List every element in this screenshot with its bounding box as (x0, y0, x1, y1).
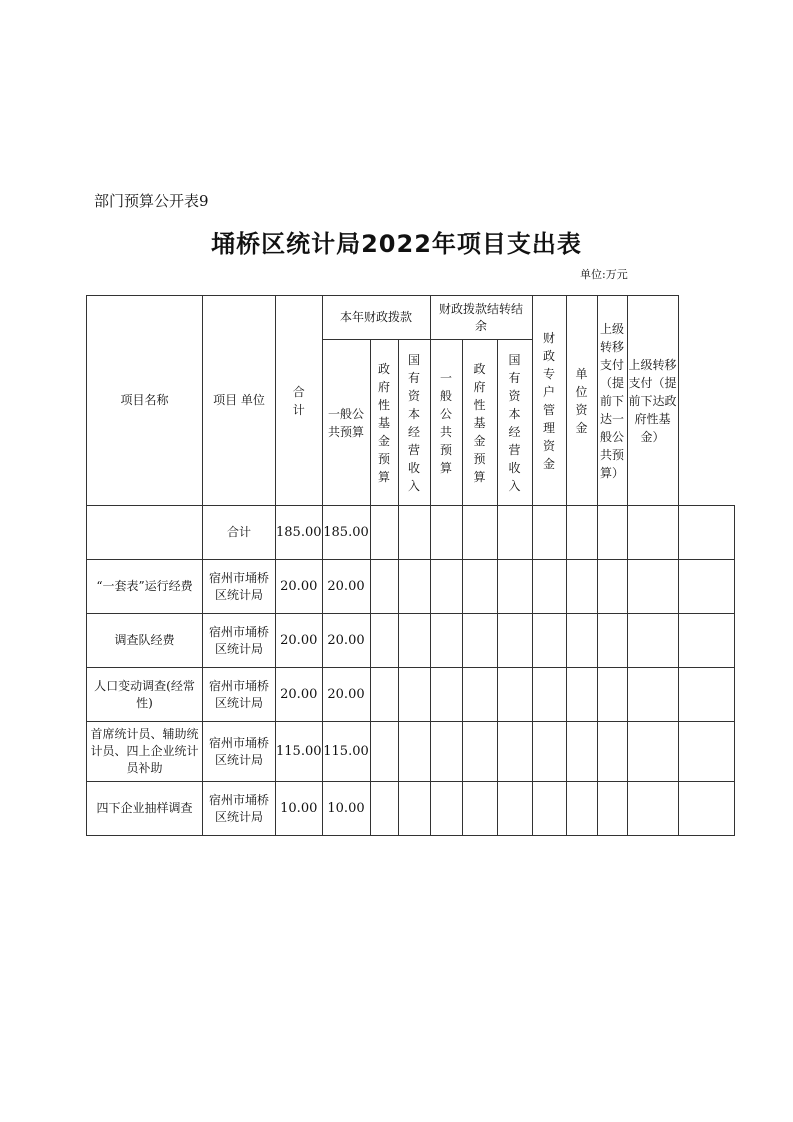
header-co-fund-budget: 政府性基金预算 (462, 340, 497, 506)
table-row (87, 722, 735, 782)
header-co-state-capital: 国有资本经营收入 (497, 340, 532, 506)
header-unit-funds: 单位资金 (566, 296, 597, 506)
header-cy-general-budget: 一般公共预算 (322, 340, 370, 506)
table-row (87, 614, 735, 668)
row-project-unit: 宿州市埇桥区统计局 (203, 668, 276, 722)
row-general: 20.00 (322, 614, 370, 668)
summary-total: 185.00 (276, 506, 323, 560)
row-general: 115.00 (322, 722, 370, 782)
unit-label: 单位:万元 (580, 268, 628, 281)
project-expenditure-table (86, 295, 735, 836)
row-project-unit: 宿州市埇桥区统计局 (203, 614, 276, 668)
table-caption: 部门预算公开表9 (94, 192, 209, 210)
header-cy-fund-budget: 政府性基金预算 (370, 340, 398, 506)
header-transfer-general: 上级转移支付（提前下达一般公共预算） (597, 296, 627, 506)
row-total: 10.00 (276, 782, 323, 836)
summary-row (87, 506, 735, 560)
header-cy-state-capital: 国有资本经营收入 (398, 340, 430, 506)
row-project-unit: 宿州市埇桥区统计局 (203, 560, 276, 614)
row-project-name: 首席统计员、辅助统计员、四上企业统计员补助 (87, 722, 203, 782)
header-special-account: 财政专户管理资金 (532, 296, 566, 506)
row-general: 20.00 (322, 668, 370, 722)
row-total: 20.00 (276, 614, 323, 668)
table-row (87, 782, 735, 836)
row-project-name: “一套表”运行经费 (87, 560, 203, 614)
row-project-name: 调查队经费 (87, 614, 203, 668)
row-project-name: 人口变动调查(经常性) (87, 668, 203, 722)
row-general: 10.00 (322, 782, 370, 836)
row-total: 115.00 (276, 722, 323, 782)
header-project-name: 项目名称 (87, 296, 203, 506)
summary-label: 合计 (203, 506, 276, 560)
row-general: 20.00 (322, 560, 370, 614)
row-project-unit: 宿州市埇桥区统计局 (203, 782, 276, 836)
header-co-general-budget: 一般公共预算 (430, 340, 462, 506)
header-current-year-appropriation: 本年财政拨款 (322, 296, 430, 340)
summary-general: 185.00 (322, 506, 370, 560)
row-total: 20.00 (276, 560, 323, 614)
row-total: 20.00 (276, 668, 323, 722)
header-carryover: 财政拨款结转结余 (430, 296, 532, 340)
row-project-name: 四下企业抽样调查 (87, 782, 203, 836)
header-project-unit: 项目 单位 (203, 296, 276, 506)
header-total: 合计 (276, 296, 323, 506)
table-row (87, 560, 735, 614)
table-row (87, 668, 735, 722)
page-title: 埇桥区统计局2022年项目支出表 (211, 230, 582, 258)
header-transfer-fund: 上级转移支付（提前下达政府性基金） (627, 296, 678, 506)
row-project-unit: 宿州市埇桥区统计局 (203, 722, 276, 782)
